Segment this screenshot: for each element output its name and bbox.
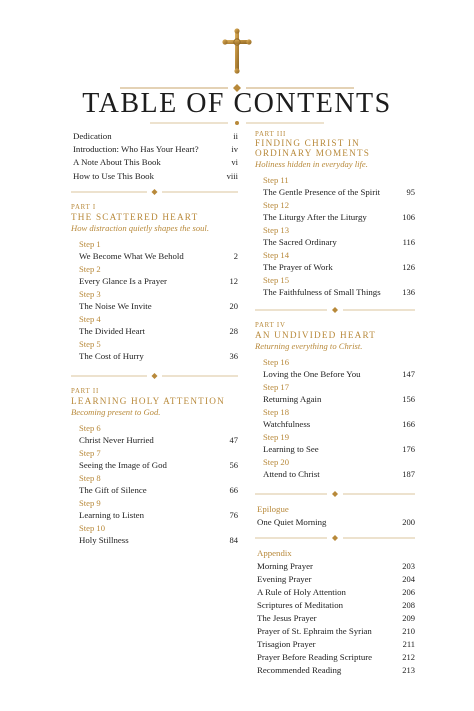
toc-entry[interactable]: Seeing the Image of God 56 (79, 459, 238, 470)
part-2 (71, 387, 238, 547)
toc-entry[interactable]: A Note About This Book vi (73, 157, 238, 168)
step-label: Step 14 (263, 250, 290, 260)
part-3 (255, 130, 415, 299)
part-4 (255, 321, 415, 481)
toc-entry[interactable]: Evening Prayer 204 (257, 574, 415, 584)
part-subtitle: Becoming present to God. (71, 406, 161, 417)
part-label: PART I (71, 203, 96, 211)
title-ornament-bottom (150, 120, 324, 126)
toc-entry[interactable]: Returning Again 156 (263, 394, 415, 404)
step-label: Step 1 (79, 238, 101, 249)
section-label: Appendix (257, 548, 292, 558)
step-label: Step 7 (79, 447, 101, 458)
part-title: AN UNDIVIDED HEART (255, 330, 377, 340)
section-divider (71, 187, 238, 197)
step-label: Step 5 (79, 338, 101, 349)
toc-entry[interactable]: The Jesus Prayer 209 (257, 613, 415, 623)
toc-entry[interactable]: The Gift of Silence 66 (79, 484, 238, 495)
toc-entry[interactable]: Every Glance Is a Prayer 12 (79, 275, 238, 286)
step-label: Step 17 (263, 382, 290, 392)
section-label: Epilogue (257, 504, 289, 514)
step-label: Step 2 (79, 263, 101, 274)
toc-entry[interactable]: Morning Prayer 203 (257, 561, 415, 571)
front-matter (71, 130, 238, 183)
toc-entry[interactable]: Learning to Listen 76 (79, 509, 238, 520)
step-label: Step 12 (263, 200, 290, 210)
toc-entry[interactable]: A Rule of Holy Attention 206 (257, 587, 415, 597)
toc-entry[interactable]: The Liturgy After the Liturgy 106 (263, 212, 415, 222)
toc-entry[interactable]: The Noise We Invite 20 (79, 300, 238, 311)
part-title: FINDING CHRIST IN ORDINARY MOMENTS (255, 138, 371, 158)
part-label: PART II (71, 387, 100, 395)
toc-entry[interactable]: Introduction: Who Has Your Heart? iv (73, 144, 238, 155)
toc-entry[interactable]: Loving the One Before You 147 (263, 369, 415, 379)
step-label: Step 3 (79, 288, 101, 299)
page-title: TABLE OF CONTENTS (82, 88, 392, 119)
section-divider (255, 533, 415, 543)
toc-entry[interactable]: Learning to See 176 (263, 444, 415, 454)
section-divider (255, 305, 415, 315)
step-label: Step 19 (263, 432, 290, 442)
toc-entry[interactable]: Dedication ii (73, 131, 238, 141)
toc-entry[interactable]: Watchfulness 166 (263, 419, 415, 429)
toc-entry[interactable]: Recommended Reading 213 (257, 665, 415, 675)
part-subtitle: Returning everything to Christ. (255, 341, 363, 351)
toc-entry[interactable]: Prayer of St. Ephraim the Syrian 210 (257, 626, 415, 636)
epilogue-section (255, 503, 415, 529)
step-label: Step 16 (263, 357, 290, 367)
toc-right-column (255, 130, 415, 677)
step-label: Step 11 (263, 175, 289, 185)
cross-icon (222, 28, 252, 74)
toc-entry[interactable]: Holy Stillness 84 (79, 534, 238, 545)
step-label: Step 20 (263, 457, 290, 467)
toc-left-column (71, 130, 238, 547)
step-label: Step 13 (263, 225, 290, 235)
toc-entry[interactable]: The Sacred Ordinary 116 (263, 237, 415, 247)
toc-entry[interactable]: We Become What We Behold 2 (79, 250, 238, 261)
toc-entry[interactable]: The Prayer of Work 126 (263, 262, 415, 272)
toc-entry[interactable]: Prayer Before Reading Scripture 212 (257, 652, 415, 662)
toc-entry[interactable]: The Gentle Presence of the Spirit 95 (263, 187, 415, 197)
appendix-section (255, 547, 415, 677)
toc-entry[interactable]: The Divided Heart 28 (79, 325, 238, 336)
toc-entry[interactable]: Attend to Christ 187 (263, 469, 415, 479)
section-divider (71, 371, 238, 381)
toc-entry[interactable]: The Faithfulness of Small Things 136 (263, 287, 415, 297)
part-title: LEARNING HOLY ATTENTION (71, 395, 225, 406)
toc-entry[interactable]: Christ Never Hurried 47 (79, 434, 238, 445)
section-divider (255, 489, 415, 499)
step-label: Step 8 (79, 472, 101, 483)
step-label: Step 4 (79, 313, 101, 324)
toc-entry[interactable]: Scriptures of Meditation 208 (257, 600, 415, 610)
step-label: Step 15 (263, 275, 290, 285)
part-title: THE SCATTERED HEART (71, 211, 199, 222)
toc-entry[interactable]: The Cost of Hurry 36 (79, 350, 238, 361)
part-label: PART III (255, 131, 287, 138)
step-label: Step 9 (79, 497, 101, 508)
toc-entry[interactable]: How to Use This Book viii (73, 170, 238, 181)
part-subtitle: How distraction quietly shapes the soul. (71, 222, 209, 233)
step-label: Step 18 (263, 407, 290, 417)
toc-entry[interactable]: One Quiet Morning 200 (257, 517, 415, 527)
step-label: Step 10 (79, 522, 106, 533)
step-label: Step 6 (79, 422, 101, 433)
part-subtitle: Holiness hidden in everyday life. (255, 159, 368, 169)
toc-entry[interactable]: Trisagion Prayer 211 (257, 639, 415, 649)
part-label: PART IV (255, 322, 286, 329)
part-1 (71, 203, 238, 363)
